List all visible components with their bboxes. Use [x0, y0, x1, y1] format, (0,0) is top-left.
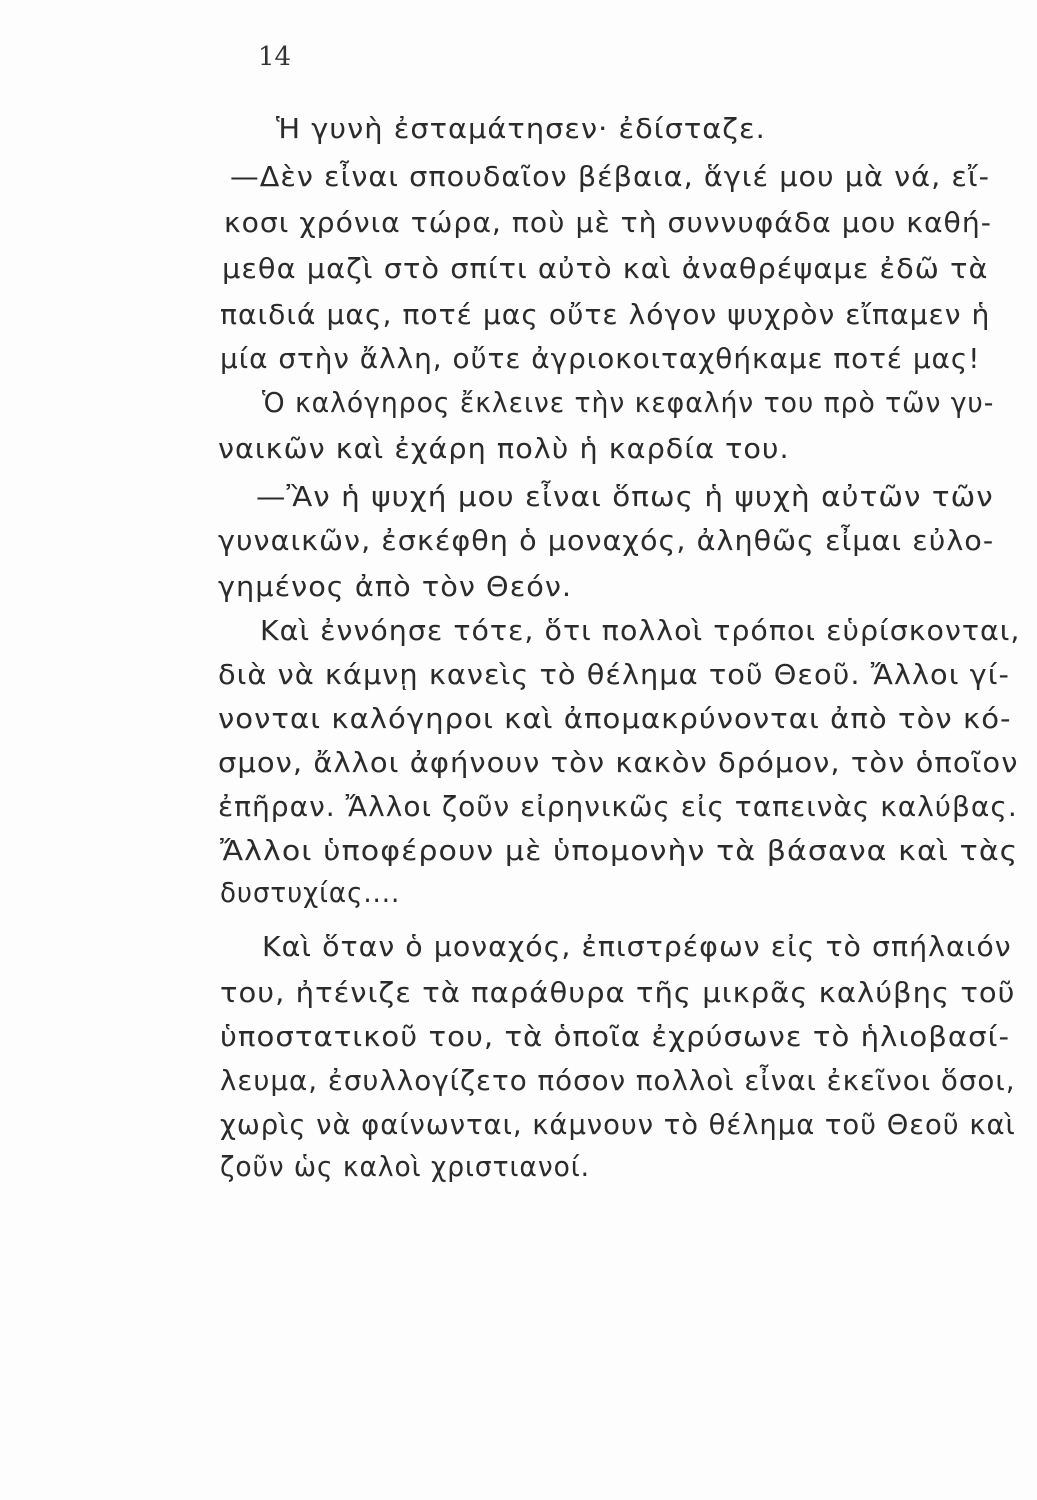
text-line: —Δὲν εἶναι σπουδαῖον βέβαια, ἅγιέ μου μὰ νά, εἴ- [230, 160, 991, 193]
text-line: Ἡ γυνὴ ἐσταμάτησεν· ἐδίσταζε. [276, 112, 766, 145]
text-line: δυστυχίας.... [220, 876, 401, 909]
text-line: —Ἂν ἡ ψυχή μου εἶναι ὅπως ἡ ψυχὴ αὐτῶν τῶν [256, 480, 994, 513]
text-line: χωρὶς νὰ φαίνωνται, κάμνουν τὸ θέλημα τοῦ Θεοῦ καὶ [220, 1108, 1016, 1141]
text-line: λευμα, ἐσυλλογίζετο πόσον πολλοὶ εἶναι ἐκεῖνοι ὅσοι, [220, 1064, 1016, 1097]
text-line: διὰ νὰ κάμνῃ κανεὶς τὸ θέλημα τοῦ Θεοῦ. Ἄλλοι γί- [218, 658, 1010, 691]
text-line: Ὁ καλόγηρος ἔκλεινε τὴν κεφαλήν του πρὸ τῶν γυ- [262, 386, 995, 419]
text-line: του, ἠτένιζε τὰ παράθυρα τῆς μικρᾶς καλύβης τοῦ [220, 976, 1016, 1009]
page-number: 14 [258, 42, 292, 72]
text-line: Καὶ ἐννόησε τότε, ὅτι πολλοὶ τρόποι εὑρίσκονται, [260, 614, 1021, 647]
text-line: γημένος ἀπὸ τὸν Θεόν. [218, 570, 573, 603]
text-line: ἐπῆραν. Ἄλλοι ζοῦν εἰρηνικῶς εἰς ταπεινὰς καλύβας. [218, 790, 1018, 823]
text-line: ζοῦν ὡς καλοὶ χριστιανοί. [220, 1150, 591, 1183]
text-line: κοσι χρόνια τώρα, ποὺ μὲ τὴ συννυφάδα μου καθή- [224, 206, 992, 239]
text-line: μία στὴν ἄλλη, οὔτε ἀγριοκοιταχθήκαμε ποτέ μας! [220, 342, 981, 375]
text-line: Ἄλλοι ὑποφέρουν μὲ ὑπομονὴν τὰ βάσανα καὶ τὰς [220, 834, 1019, 867]
text-line: παιδιά μας, ποτέ μας οὔτε λόγον ψυχρὸν εἴπαμεν ἡ [220, 298, 991, 331]
text-line: ναικῶν καὶ ἐχάρη πολὺ ἡ καρδία του. [218, 432, 790, 465]
text-line: γυναικῶν, ἐσκέφθη ὁ μοναχός, ἀληθῶς εἶμαι εὐλο- [218, 524, 995, 557]
text-line: σμον, ἄλλοι ἀφήνουν τὸν κακὸν δρόμον, τὸν ὁποῖον [218, 746, 1019, 779]
text-line: νονται καλόγηροι καὶ ἀπομακρύνονται ἀπὸ τὸν κό- [218, 702, 1012, 735]
text-line: ὑποστατικοῦ του, τὰ ὁποῖα ἐχρύσωνε τὸ ἡλιοβασί- [220, 1020, 1011, 1053]
text-line: Καὶ ὅταν ὁ μοναχός, ἐπιστρέφων εἰς τὸ σπήλαιόν [262, 930, 1012, 963]
text-line: μεθα μαζὶ στὸ σπίτι αὐτὸ καὶ ἀναθρέψαμε ἐδῶ τὰ [222, 252, 989, 285]
